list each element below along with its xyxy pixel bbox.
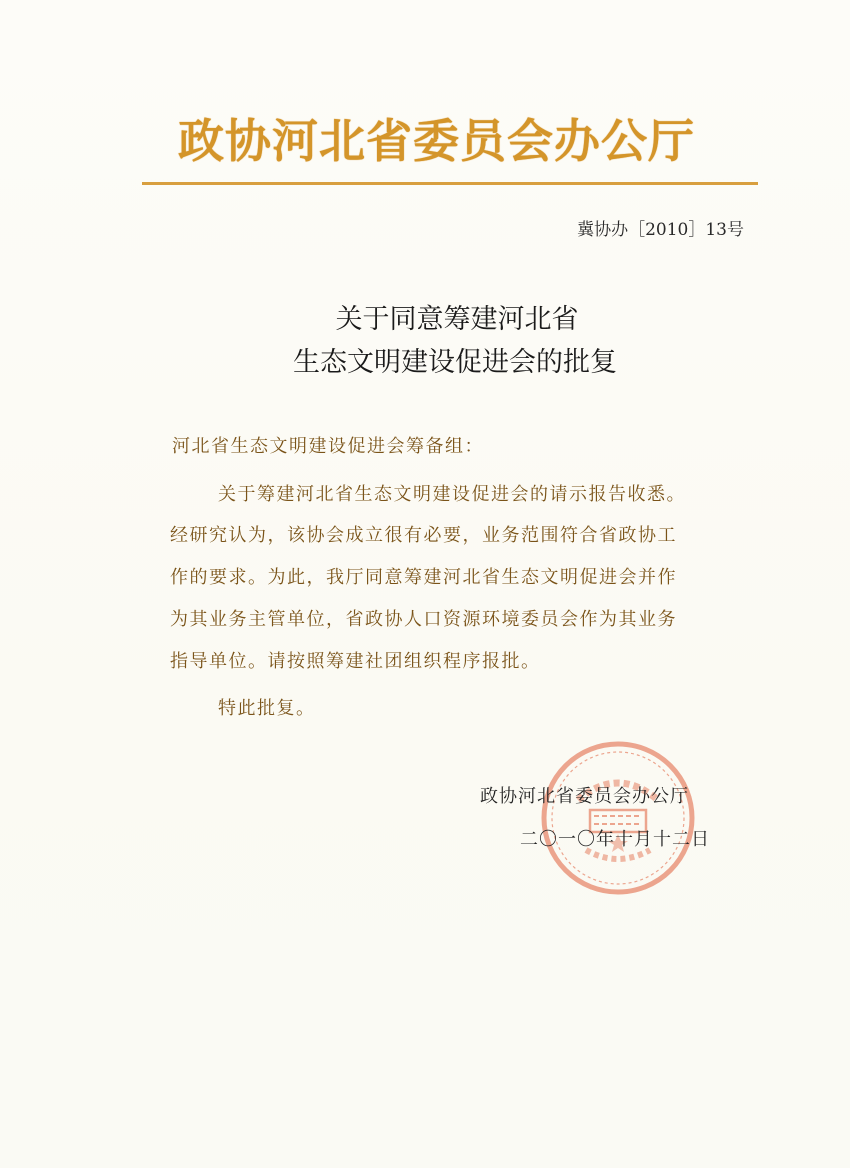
document-number: 冀协办［2010］13号	[577, 220, 744, 240]
body-line: 经研究认为，该协会成立很有必要，业务范围符合省政协工	[170, 525, 677, 546]
signature-date: 二〇一〇年十月十二日	[520, 829, 710, 850]
body-line: 作的要求。为此，我厅同意筹建河北省生态文明促进会并作	[170, 567, 677, 588]
body-line: 关于筹建河北省生态文明建设促进会的请示报告收悉。	[218, 484, 686, 505]
body-line: 为其业务主管单位，省政协人口资源环境委员会作为其业务	[170, 609, 677, 630]
official-seal-icon	[538, 738, 698, 898]
salutation: 河北省生态文明建设促进会筹备组：	[172, 436, 484, 457]
body-line: 指导单位。请按照筹建社团组织程序报批。	[170, 651, 541, 672]
letterhead-rule	[142, 182, 758, 185]
signature-organization: 政协河北省委员会办公厅	[480, 786, 689, 807]
closing-remark: 特此批复。	[218, 698, 316, 719]
document-title-line-1: 关于同意筹建河北省	[335, 304, 579, 335]
letterhead-title: 政协河北省委员会办公厅	[178, 114, 695, 168]
document-title-line-2: 生态文明建设促进会的批复	[293, 347, 617, 378]
